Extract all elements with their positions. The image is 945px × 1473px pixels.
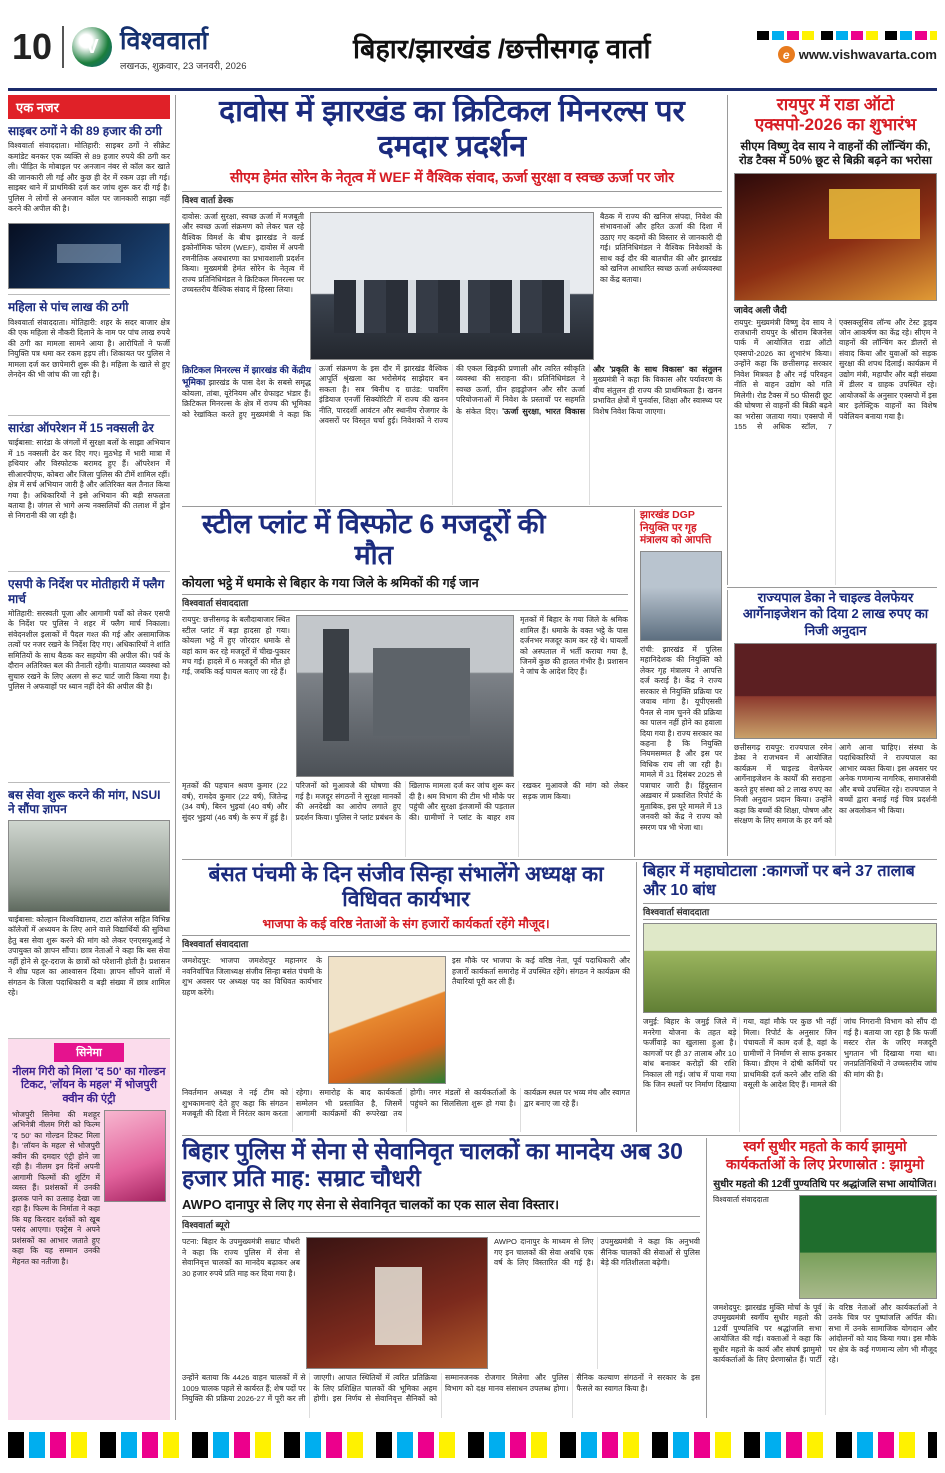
article-body-right: बैठक में राज्य की खनिज संपदा, निवेश की संभावनाओं और हरित ऊर्जा की दिशा में उठाए गए कदमों की विस्तार से जानकारी दी गई। प्रतिनिधिमंडल ने वैश्विक निवेशकों के साथ कई दौर की बातचीत की और झारखंड को खनिज आधारित स्वच्छ ऊर्जा अर्थव्यवस्था का केंद्र बताया। (600, 212, 722, 284)
photo-memorial-banner (799, 1195, 937, 1299)
article-headline: बिहार पुलिस में सेना से सेवानिवृत चालकों का मानदेय अब 30 हजार प्रति माह: सम्राट चौधरी (182, 1138, 683, 1192)
article-subhead: AWPO दानापुर से लिए गए सेना से सेवानिवृत चालकों का एक साल सेवा विस्तार। (182, 1197, 559, 1213)
photo-caption: जावेद अली जैदी (734, 304, 787, 315)
photo-governor-event (734, 643, 937, 739)
article-byline: विश्ववार्ता संवाददाता (643, 903, 937, 920)
article-body: जमुई: बिहार के जमुई जिले में मनरेगा योजना के तहत बड़े फर्जीवाड़े का खुलासा हुआ है। कागजों पर ही 37 तालाब और 10 बांध बनाकर करोड़ों की राशि निकाल ली गई। जांच में पाया गया कि जिन स्थलों पर निर्माण दिखाया गया, वहां मौके पर कुछ भी नहीं मिला। रिपोर्ट के अनुसार जिन पंचायतों में काम दर्ज है, वहां के ग्रामीणों ने निर्माण से साफ इनकार किया। डीएम ने दोषी कर्मियों पर प्राथमिकी दर्ज करने और राशि की वसूली के आदेश दिए हैं। मामले की जांच निगरानी विभाग को सौंप दी गई है। बताया जा रहा है कि फर्जी मस्टर रोल के जरिए मजदूरी भुगतान भी दिखाया गया था। जनप्रतिनिधियों ने उच्चस्तरीय जांच की मांग की है। (643, 1017, 937, 1090)
article-samrat-chaudhary (182, 1138, 700, 1418)
article-body-right: मृतकों में बिहार के गया जिले के श्रमिक शामिल हैं। धमाके के वक्त भट्ठे के पास दर्जनभर मजदूर काम कर रहे थे। घायलों को अस्पताल में भर्ती कराया गया है, जिनमें कुछ की हालत गंभीर है। प्रशासन ने जांच के आदेश दिए हैं। (520, 615, 628, 677)
photo-actress (104, 1110, 166, 1202)
page-number: 10 (8, 26, 64, 68)
sidebar-story-flag-march (8, 572, 170, 783)
article-dgp-objection (634, 509, 722, 857)
article-byline: विश्ववार्ता संवाददाता (713, 1195, 769, 1204)
article-headline: रायपुर में राडा ऑटो एक्सपो-2026 का शुभारंभ (754, 95, 917, 135)
sidebar-story-cyber-fraud (8, 119, 170, 295)
article-davos (182, 95, 722, 505)
sidebar-story-woman-fraud (8, 295, 170, 415)
story-body: मोतिहारी: सरस्वती पूजा और आगामी पर्वों को लेकर एसपी के निर्देश पर पुलिस ने शहर में फ्लैग मार्च निकाला। संवेदनशील इलाकों में पैदल गश्त की गई और असामाजिक तत्वों पर नजर रखने के निर्देश दिए गए। अधिकारियों ने शांति समितियों के साथ बैठक कर सहयोग की अपील की। पर्व के दौरान अतिरिक्त बल की तैनाती रहेगी। यातायात व्यवस्था को सुचारु रखने के लिए अलग से रूट चार्ट जारी किया गया है। पुलिस ने अफवाहों पर ध्यान नहीं देने की अपील की है। (8, 608, 170, 692)
sidebar-ek-nazar (8, 95, 176, 1420)
story-body: चाईबासा: कोल्हान विश्वविद्यालय, टाटा कॉलेज सहित विभिन्न कॉलेजों में अध्ययन के लिए आने वाले विद्यार्थियों की सुविधा हेतु बस सेवा शुरू करने की मांग को लेकर एनएसयूआई ने उपायुक्त को ज्ञापन सौंपा। छात्र नेताओं ने कहा कि बस सेवा नहीं होने से दूर-दराज के छात्रों को परेशानी होती है। प्रशासन ने शीघ्र पहल का आश्वासन दिया। ज्ञापन सौंपने वालों में संगठन के जिला पदाधिकारी व बड़ी संख्या में छात्र शामिल रहे। (8, 914, 170, 998)
story-headline: सारंडा ऑपरेशन में 15 नक्सली ढेर (8, 420, 154, 435)
photo-steel-plant (296, 615, 514, 777)
story-headline: साइबर ठगों ने की 89 हजार की ठगी (8, 124, 162, 138)
article-body-right: AWPO दानापुर के माध्यम से लिए गए इन चालकों की सेवा अवधि एक वर्ष के लिए विस्तारित की गई है। उपमुख्यमंत्री ने कहा कि अनुभवी सैनिक चालकों की सेवाओं से पुलिस बेड़े की गतिशीलता बढ़ेगी। (494, 1237, 700, 1268)
article-body-left: जमशेदपुर: भाजपा जमशेदपुर महानगर के नवनिर्वाचित जिलाध्यक्ष संजीव सिन्हा बसंत पंचमी के शुभ अवसर पर अध्यक्ष पद का विधिवत कार्यभार ग्रहण करेंगे। (182, 956, 322, 997)
cinema-body: भोजपुरी सिनेमा की मशहूर अभिनेत्री नीलम गिरी को फिल्म 'द 50' का गोल्डन टिकट मिला है। 'लॉयन के महल' से भोजपुरी क्वीन की दमदार एंट्री होने जा रही है। नीलम इन दिनों अपनी आगामी फिल्मों की शूटिंग में व्यस्त हैं। प्रशंसकों में उनकी झलक पाने का उत्साह देखा जा रहा है। फिल्म के निर्माता ने कहा कि यह किरदार दर्शकों को खूब पसंद आएगा। एक्ट्रेस ने अपने प्रशंसकों का आभार जताते हुए कहा कि यह सम्मान उनकी मेहनत का नतीजा है। (12, 1109, 100, 1266)
photo-ponds-land (643, 923, 937, 1013)
article-sanjeev-sinha (182, 862, 630, 1132)
article-body: रायपुर: मुख्यमंत्री विष्णु देव साय ने राजधानी रायपुर के श्रीराम बिजनेस पार्क में आयोजित राडा ऑटो एक्सपो-2026 का शुभारंभ किया। उन्होंने कहा कि छत्तीसगढ़ सरकार निवेश मित्रवत है और नई परिवहन नीति से वाहन उद्योग को गति मिलेगी। रोड टैक्स में 50 फीसदी छूट की घोषणा से वाहनों की बिक्री बढ़ने का भरोसा जताया गया। एक्सपो में 155 से अधिक स्टॉल, 7 एक्सक्लूसिव लॉन्च और टेस्ट ड्राइव जोन आकर्षण का केंद्र रहे। सीएम ने वाहनों की लॉन्चिंग कर डीलरों से संवाद किया और युवाओं को सड़क सुरक्षा की शपथ दिलाई। कार्यक्रम में उद्योग मंत्री, महापौर और बड़ी संख्या में डीलर व ग्राहक उपस्थित रहे। आयोजकों के अनुसार एक्सपो में इस बार इलेक्ट्रिक वाहनों का विशेष पवेलियन बनाया गया है। (734, 317, 937, 432)
divider (182, 859, 937, 860)
story-headline: बस सेवा शुरू करने की मांग, NSUI ने सौंपा ज्ञापन (8, 787, 161, 817)
story-body: विश्ववार्ता संवाददाता। मोतिहारी: साइबर ठगों ने सीक्रेट कमांडेट बनकर एक व्यक्ति से 89 हजार रुपये की ठगी कर ली। पीड़ित के मोबाइल पर अनजान नंबर से कॉल कर खाते की जानकारी ली गई और कुछ ही देर में रकम उड़ा ली गई। साइबर थाने में प्राथमिकी दर्ज कर जांच शुरू कर दी गई है। पुलिस ने लोगों से अनजान कॉल पर जानकारी साझा नहीं करने की अपील की है। (8, 141, 170, 214)
article-body-left: रायपुर: छत्तीसगढ़ के बलौदाबाजार स्थित स्टील प्लांट में बड़ा हादसा हो गया। कोयला भट्ठे में हुए जोरदार धमाके से वहां काम कर रहे मजदूरों में चीख-पुकार मच गई। हादसे में 6 मजदूरों की मौत हो गई, जबकि कई घायल बताए जा रहे हैं। (182, 615, 290, 677)
print-registration-bar-top (757, 31, 937, 40)
article-headline: स्वर्ग सुधीर महतो के कार्य झामुमो कार्यकर्ताओं के लिए प्रेरणास्रोत : झामुमो (725, 1138, 925, 1172)
article-body-bottom: उन्होंने बताया कि 4426 वाहन चालकों में से 1009 चालक पहले से कार्यरत हैं; शेष पदों पर नियुक्ति की प्रक्रिया 2026-27 में पूरी कर ली जाएगी। आपात स्थितियों में त्वरित प्रतिक्रिया के लिए प्रशिक्षित चालकों की भूमिका अहम होगी। इस निर्णय से सेवानिवृत्त सैनिकों को सम्मानजनक रोजगार मिलेगा और पुलिस विभाग को दक्ष मानव संसाधन उपलब्ध होगा। सैनिक कल्याण संगठनों ने सरकार के इस फैसले का स्वागत किया है। (182, 1373, 700, 1404)
article-subhead: भाजपा के कई वरिष्ठ नेताओं के संग हजारों कार्यकर्ता रहेंगे मौजूद। (262, 917, 550, 932)
cinema-title: सिनेमा (54, 1043, 124, 1062)
website-block (757, 31, 937, 63)
article-body-right: इस मौके पर भाजपा के कई वरिष्ठ नेता, पूर्व पदाधिकारी और हजारों कार्यकर्ता समारोह में उपस्थित रहेंगे। संगठन ने कार्यक्रम की तैयारियां पूरी कर ली हैं। (452, 956, 630, 987)
article-subhead: सीएम विष्णु देव साय ने वाहनों की लॉन्चिंग की, रोड टैक्स में 50% छूट से बिक्री बढ़ने का भरोसा (739, 140, 932, 168)
inner-subhead-2: 'ऊर्जा सुरक्षा, भारत विकास और 'प्रकृति के साथ विकास' का संतुलन (502, 365, 722, 416)
article-body-left: पटना: बिहार के उपमुख्यमंत्री सम्राट चौधरी ने कहा कि राज्य पुलिस में सेना से सेवानिवृत्त चालकों का मानदेय बढ़ाकर अब 30 हजार रुपये प्रति माह कर दिया गया है। (182, 1237, 300, 1278)
sidebar-story-nsui-memo (8, 783, 170, 1039)
masthead-block (120, 23, 246, 72)
sidebar-title: एक नजर (8, 95, 170, 119)
article-headline: बंसत पंचमी के दिन संजीव सिन्हा संभालेंगे अध्यक्ष का विधिवत कार्यभार (208, 863, 604, 912)
divider (182, 1135, 937, 1136)
story-headline: एसपी के निर्देश पर मोतीहारी में फ्लैग मार्च (8, 577, 165, 606)
photo-hacker (8, 223, 170, 289)
masthead-title: विश्ववार्ता (120, 26, 209, 55)
article-body-bottom: मृतकों की पहचान श्रवण कुमार (22 वर्ष), रामदेव कुमार (22 वर्ष), जितेन्द्र (34 वर्ष), बिरन भुइयां (40 वर्ष) और सुंदर भुइयां (46 वर्ष) के रूप में हुई है। परिजनों को मुआवजे की घोषणा की गई है। मजदूर संगठनों ने सुरक्षा मानकों की अनदेखी का आरोप लगाते हुए प्रदर्शन किया। पुलिस ने प्लांट प्रबंधन के खिलाफ मामला दर्ज कर जांच शुरू कर दी है। श्रम विभाग की टीम भी मौके पर पहुंची और सुरक्षा इंतजामों की पड़ताल की। ग्रामीणों ने प्लांट के बाहर शव रखकर मुआवजे की मांग को लेकर सड़क जाम किया। (182, 781, 628, 822)
sidebar-story-saranda-operation (8, 416, 170, 572)
website-url[interactable]: www.vishwavarta.com (798, 47, 937, 62)
photo-wef-davos (310, 212, 594, 360)
article-subhead: सीएम हेमंत सोरेन के नेतृत्व में WEF में वैश्विक संवाद, ऊर्जा सुरक्षा व स्वच्छ ऊर्जा पर जोर (229, 169, 674, 185)
article-body: छत्तीसगढ़ रायपुर: राज्यपाल रमेन डेका ने राजभवन में आयोजित कार्यक्रम में चाइल्ड वेलफेयर आर्गेनाइजेशन के कार्यों की सराहना करते हुए संस्था को 2 लाख रुपए का निजी अनुदान प्रदान किया। उन्होंने कहा कि बच्चों की शिक्षा, पोषण और संरक्षण के लिए समाज के हर वर्ग को आगे आना चाहिए। संस्था के पदाधिकारियों ने राज्यपाल का आभार व्यक्त किया। इस अवसर पर अनेक गणमान्य नागरिक, समाजसेवी और बच्चे उपस्थित रहे। राज्यपाल ने बच्चों द्वारा बनाई गई चित्र प्रदर्शनी का अवलोकन भी किया। (734, 742, 937, 826)
article-byline: विश्ववार्ता ब्यूरो (182, 1216, 700, 1233)
article-headline: राज्यपाल डेका ने चाइल्ड वेलफेयर आर्गेनाइजेशन को दिया 2 लाख रुपए का निजी अनुदान (742, 590, 929, 638)
article-headline: झारखंड DGP नियुक्ति पर गृह मंत्रालय को आपत्ति (640, 509, 712, 547)
story-body: विश्ववार्ता संवाददाता। मोतिहारी: शहर के सदर बाजार क्षेत्र की एक महिला से नौकरी दिलाने के नाम पर पांच लाख रुपये की ठगी का मामला सामने आया है। आरोपितों ने फर्जी नियुक्ति पत्र थमा कर रकम हड़प ली। शिकायत पर पुलिस ने मामला दर्ज कर छापेमारी शुरू की है। महिला के खाते से हुए लेनदेन की भी जांच की जा रही है। (8, 317, 170, 380)
dateline: लखनऊ, शुक्रवार, 23 जनवरी, 2026 (120, 60, 247, 72)
story-body: चाईबासा: सारंडा के जंगलों में सुरक्षा बलों के साझा अभियान में 15 नक्सली ढेर कर दिए गए। मुठभेड़ में भारी मात्रा में हथियार और विस्फोटक बरामद हुए हैं। ऑपरेशन में सीआरपीएफ, कोबरा और जिला पुलिस की टीमें शामिल रहीं। क्षेत्र में सर्च अभियान जारी है और अतिरिक्त बल तैनात किया गया है। अधिकारियों ने इसे अभियान की बड़ी सफलता बताया है। जंगल से भागे अन्य नक्सलियों की तलाश में ड्रोन से निगरानी की जा रही है। (8, 438, 170, 521)
article-body: जमशेदपुर: झारखंड मुक्ति मोर्चा के पूर्व उपमुख्यमंत्री स्वर्गीय सुधीर महतो की 12वीं पुण्यतिथि पर श्रद्धांजलि सभा आयोजित की गई। वक्ताओं ने कहा कि सुधीर महतो के कार्य और संघर्ष झामुमो कार्यकर्ताओं के लिए प्रेरणास्रोत हैं। पार्टी के वरिष्ठ नेताओं और कार्यकर्ताओं ने उनके चित्र पर पुष्पांजलि अर्पित की। सभा में उनके सामाजिक योगदान और आंदोलनों को याद किया गया। इस मौके पर क्षेत्र के कई गणमान्य लोग भी मौजूद रहे। (713, 1303, 937, 1365)
article-byline: विश्ववार्ता संवाददाता (182, 594, 628, 611)
photo-auto-expo (734, 173, 937, 301)
article-byline: विश्ववार्ता संवाददाता (182, 935, 630, 952)
article-headline: दावोस में झारखंड का क्रिटिकल मिनरल्स पर दमदार प्रदर्शन (219, 95, 685, 163)
photo-podium-speech (306, 1237, 488, 1369)
article-body: रांची: झारखंड में पुलिस महानिदेशक की नियुक्ति को लेकर गृह मंत्रालय ने आपत्ति दर्ज कराई है। केंद्र ने राज्य सरकार से नियुक्ति प्रक्रिया पर जवाब मांगा है। यूपीएससी पैनल से नाम चुनने की प्रक्रिया का पालन नहीं होने का हवाला दिया गया है। राज्य सरकार का कहना है कि नियुक्ति नियमसम्मत है और इस पर विधिक राय ली जा रही है। मामले में 31 दिसंबर 2025 से पत्राचार जारी है। हिंदुस्तान अख़बार में प्रकाशित रिपोर्ट के मुताबिक, इस पूरे मामले में 13 जनवरी को केंद्र ने राज्य को स्मरण पत्र भी भेजा था। (640, 644, 722, 832)
divider (727, 587, 937, 588)
article-body-left: दावोस: ऊर्जा सुरक्षा, स्वच्छ ऊर्जा में मजबूती और स्वच्छ ऊर्जा संक्रमण को लेकर चल रहे वैश्विक विमर्श के बीच झारखंड ने वर्ल्ड इकोनॉमिक फोरम (WEF), दावोस में अपनी रणनीतिक अवधारणा का प्रभावशाली प्रदर्शन किया। मुख्यमंत्री हेमंत सोरेन के नेतृत्व में राज्य प्रतिनिधिमंडल ने क्रिटिकल मिनरल्स पर उच्चस्तरीय वैश्विक संवाद में हिस्सा लिया। (182, 212, 304, 295)
photo-dgp-officer (640, 551, 722, 641)
inner-subhead: क्रिटिकल मिनरल्स में झारखंड की केंद्रीय भूमिका (182, 365, 311, 388)
article-governor-grant (727, 590, 937, 856)
article-subhead: सुधीर महतो की 12वीं पुण्यतिथि पर श्रद्धांजलि सभा आयोजित। (713, 1176, 937, 1191)
article-sudhir-mahto (706, 1138, 937, 1418)
section-title: बिहार/झारखंड /छत्तीसगढ़ वार्ता (353, 33, 651, 64)
divider (182, 506, 722, 507)
article-mahaghotala (636, 862, 937, 1132)
article-headline: बिहार में महाघोटाला :कागजों पर बने 37 तालाब और 10 बांध (643, 863, 915, 900)
article-byline: विश्व वार्ता डेस्क (182, 191, 722, 208)
photo-nsui-group (8, 820, 170, 912)
article-steel-blast (182, 509, 628, 857)
e-globe-icon: e (778, 46, 795, 63)
article-body-bottom: क्रिटिकल मिनरल्स में झारखंड की केंद्रीय भूमिका झारखंड के पास देश के सबसे समृद्ध कोयला, तांबा, यूरेनियम और ग्रेफाइट भंडार हैं। क्रिटिकल मिनरल्स के क्षेत्र में राज्य की भूमिका को रेखांकित करते हुए मुख्यमंत्री ने कहा कि ऊर्जा संक्रमण के इस दौर में झारखंड वैश्विक आपूर्ति श्रृंखला का भरोसेमंद साझेदार बन सकता है। सत्र 'बिनीथ द ग्राउंड: पावरिंग इंडियाज एनर्जी सिक्योरिटी' में राज्य की खनन नीति, पारदर्शी आवंटन और स्थानीय रोजगार के अवसरों पर विस्तृत चर्चा हुई। निवेशकों ने राज्य की एकल खिड़की प्रणाली और त्वरित स्वीकृति व्यवस्था की सराहना की। प्रतिनिधिमंडल ने स्वच्छ ऊर्जा, ग्रीन हाइड्रोजन और सौर ऊर्जा परियोजनाओं में निवेश के प्रस्तावों पर सहमति के संकेत दिए। 'ऊर्जा सुरक्षा, भारत विकास और 'प्रकृति के साथ विकास' का संतुलन मुख्यमंत्री ने कहा कि विकास और पर्यावरण के बीच संतुलन ही राज्य की प्राथमिकता है। खनन प्रभावित क्षेत्रों में पुनर्वास, शिक्षा और स्वास्थ्य पर विशेष निवेश किया जाएगा। (182, 364, 722, 426)
paper-logo-icon: V (72, 27, 112, 67)
article-subhead: कोयला भट्ठे में धमाके से बिहार के गया जिले के श्रमिकों की गई जान (182, 576, 479, 591)
article-auto-expo (727, 95, 937, 585)
print-registration-bar-bottom (8, 1432, 937, 1458)
photo-leader-flag (328, 956, 446, 1084)
cinema-headline: नीलम गिरी को मिला 'द 50' का गोल्डन टिकट, 'लॉयन के महल' में भोजपुरी क्वीन की एंट्री (12, 1065, 166, 1106)
story-headline: महिला से पांच लाख की ठगी (8, 300, 129, 315)
article-body-bottom: निवर्तमान अध्यक्ष ने नई टीम को शुभकामनाएं देते हुए कहा कि संगठन मजबूती की दिशा में निरंतर काम करता रहेगा। समारोह के बाद कार्यकर्ता सम्मेलन भी प्रस्तावित है, जिसमें आगामी कार्यक्रमों की रूपरेखा तय होगी। नगर मंडलों से कार्यकर्ताओं के पहुंचने का सिलसिला शुरू हो गया है। कार्यक्रम स्थल पर भव्य मंच और स्वागत द्वार बनाए जा रहे हैं। (182, 1088, 630, 1119)
cinema-section (8, 1039, 170, 1420)
masthead-header (8, 6, 937, 91)
article-headline: स्टील प्लांट में विस्फोट 6 मजदूरों की मौत (202, 509, 546, 571)
